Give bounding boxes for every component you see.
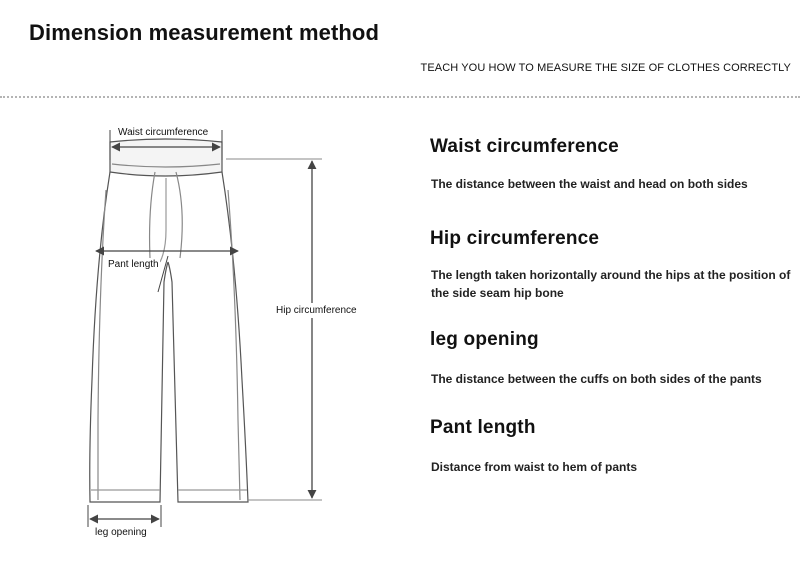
section-body-pant-length: Distance from waist to hem of pants [431,460,638,474]
section-heading-pant-length: Pant length [430,417,536,438]
hip-circumference-label: Hip circumference [276,305,357,316]
pant-length-measure-arrow [226,159,322,500]
section-body-waist: The distance between the waist and head on both sides [431,177,748,191]
pant-length-label: Pant length [108,259,159,270]
hip-measure-arrow [96,251,238,292]
section-heading-waist: Waist circumference [430,136,619,157]
section-body-hip: The length taken horizontally around the hips at the position of the side seam hip bone [431,268,791,300]
left-leg-outline [90,172,168,502]
section-heading-hip: Hip circumference [430,228,600,249]
waist-circumference-label: Waist circumference [118,127,209,138]
section-heading-leg-opening: leg opening [430,329,539,350]
section-body-leg-opening: The distance between the cuffs on both sides of the pants [431,372,762,386]
leg-opening-label: leg opening [95,527,147,538]
fly-curve [160,178,166,262]
right-side-seam [228,190,240,500]
waistband [110,139,222,176]
drawstring-right [176,172,182,258]
drawstring-left [150,172,155,258]
pants-illustration [90,139,248,502]
page-title: Dimension measurement method [29,20,379,45]
page-subtitle: TEACH YOU HOW TO MEASURE THE SIZE OF CLOTHES CORRECTLY [420,62,791,74]
leg-opening-measure-arrow [88,505,161,527]
